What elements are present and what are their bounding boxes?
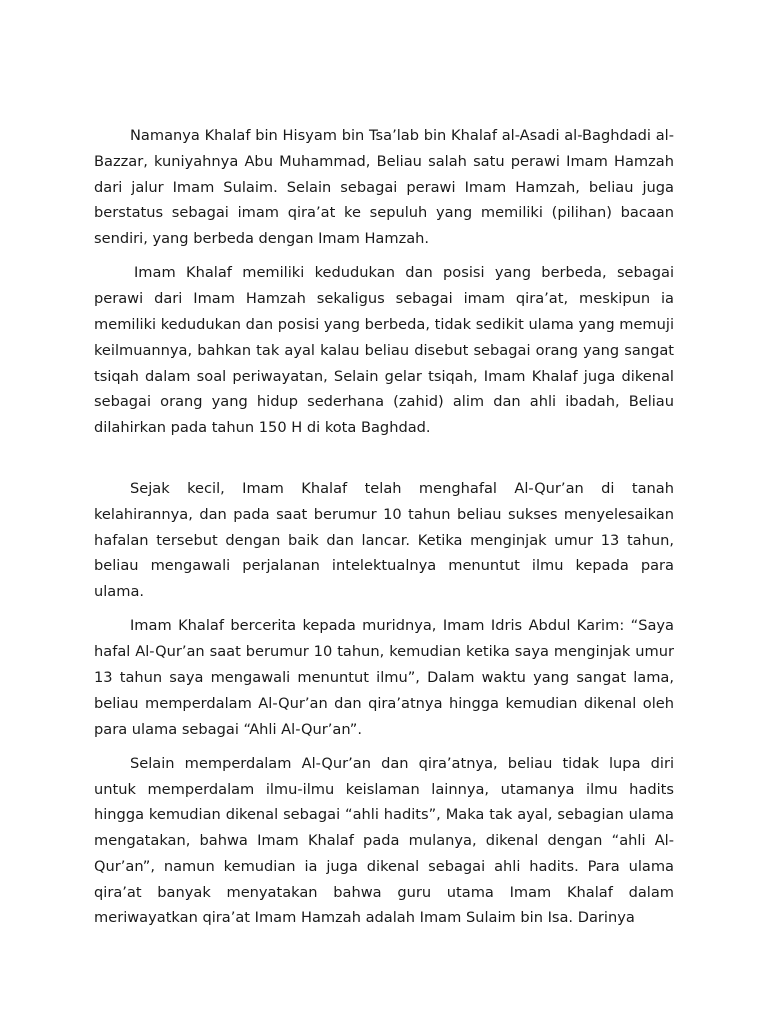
- document-body: [94, 123, 674, 940]
- paragraph-3: Sejak kecil, Imam Khalaf telah menghafal Al-Qur’an di tanah kelahirannya, dan pada saat berumur 10 tahun beliau sukses menyelesaikan hafalan tersebut dengan baik dan lancar. Ketika menginjak umur 13 tahun, beliau mengawali perjalanan intelektualnya menuntut ilmu kepada para ulama.: [94, 479, 674, 601]
- paragraph-4: Imam Khalaf bercerita kepada muridnya, Imam Idris Abdul Karim: “Saya hafal Al-Qur’an saat berumur 10 tahun, kemudian ketika saya menginjak umur 13 tahun saya mengawali menuntut ilmu”, Dalam waktu yang sangat lama, beliau memperdalam Al-Qur’an dan qira’atnya hingga kemudian dikenal oleh para ulama sebagai “Ahli Al-Qur’an”.: [94, 617, 674, 738]
- paragraph-1: Namanya Khalaf bin Hisyam bin Tsa’lab bin Khalaf al-Asadi al-Baghdadi al-Bazzar, kuniyahnya Abu Muhammad, Beliau salah satu perawi Imam Hamzah dari jalur Imam Sulaim. Selain sebagai perawi Imam Hamzah, beliau juga berstatus sebagai imam qira’at ke sepuluh yang memiliki (pilihan) bacaan sendiri, yang berbeda dengan Imam Hamzah.: [94, 127, 674, 248]
- paragraph-5: Selain memperdalam Al-Qur’an dan qira’atnya, beliau tidak lupa diri untuk memperdalam ilmu-ilmu keislaman lainnya, utamanya ilmu hadits hingga kemudian dikenal sebagai “ahli hadits”, Maka tak ayal, sebagian ulama mengatakan, bahwa Imam Khalaf pada mulanya, dikenal dengan “ahli Al-Qur’an”, namun kemudian ia juga dikenal sebagai ahli hadits. Para ulama qira’at banyak menyatakan bahwa guru utama Imam Khalaf dalam meriwayatkan qira’at Imam Hamzah adalah Imam Sulaim bin Isa. Darinya: [94, 754, 674, 927]
- paragraph-2: Imam Khalaf memiliki kedudukan dan posisi yang berbeda, sebagai perawi dari Imam Hamzah sekaligus sebagai imam qira’at, meskipun ia memiliki kedudukan dan posisi yang berbeda, tidak sedikit ulama yang memuji keilmuannya, bahkan tak ayal kalau beliau disebut sebagai orang yang sangat tsiqah dalam soal periwayatan, Selain gelar tsiqah, Imam Khalaf juga dikenal sebagai orang yang hidup sederhana (zahid) alim dan ahli ibadah, Beliau dilahirkan pada tahun 150 H di kota Baghdad.: [94, 264, 675, 437]
